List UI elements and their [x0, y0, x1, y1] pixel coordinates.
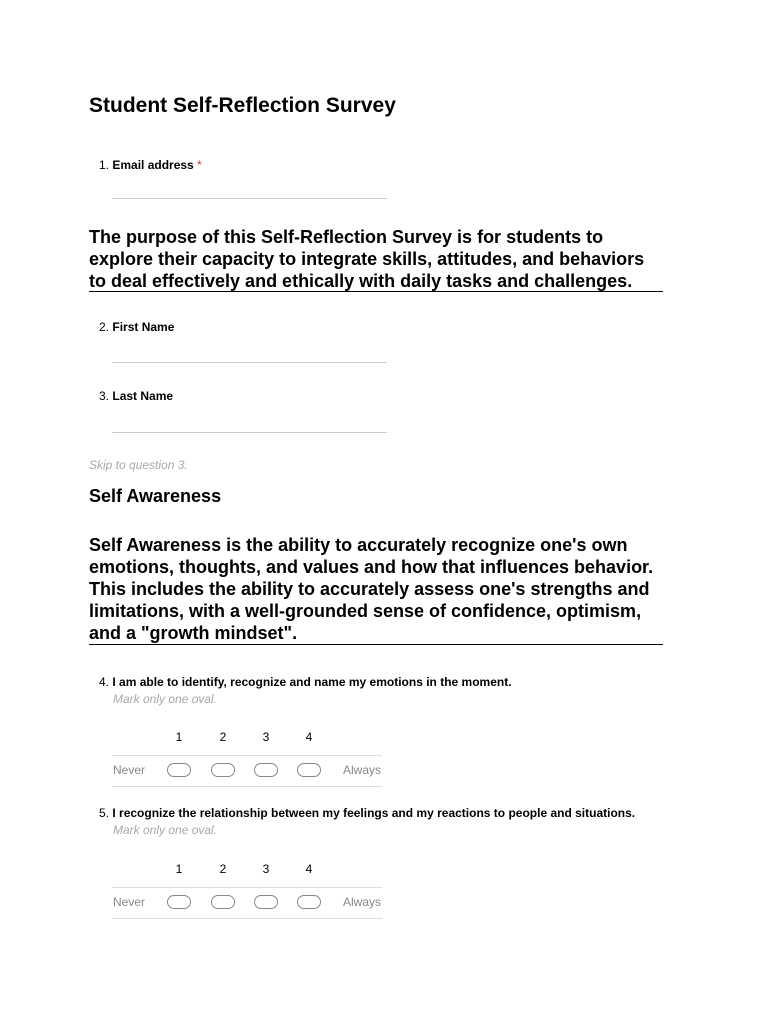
scale-radio-1[interactable]	[167, 763, 191, 777]
question-identify-emotions	[99, 675, 512, 689]
scale-divider	[112, 755, 382, 756]
required-asterisk: *	[197, 158, 202, 172]
question-hint: Mark only one oval.	[113, 692, 218, 706]
scale-option-label: 2	[219, 862, 227, 876]
last-name-field[interactable]	[112, 432, 387, 433]
section-description: Self Awareness is the ability to accurately recognize one's own emotions, thoughts, and values and how that influences behavior. This includes the ability to accurately assess one's strengths and limitations, with a well-grounded sense of confidence, optimism, and a "growth mindset".	[89, 535, 654, 643]
question-label: Email address	[112, 158, 194, 172]
question-first-name	[99, 320, 174, 334]
section-title: Self Awareness	[89, 486, 222, 506]
question-label: First Name	[112, 320, 175, 334]
scale-option-label: 4	[305, 730, 313, 744]
scale-radio-4[interactable]	[297, 763, 321, 777]
question-number: 2.	[99, 320, 110, 334]
scale-option-label: 1	[175, 730, 183, 744]
question-label: I am able to identify, recognize and name my emotions in the moment.	[112, 675, 512, 689]
scale-radio-2[interactable]	[211, 895, 235, 909]
question-number: 1.	[99, 158, 110, 172]
scale-min-label: Never	[113, 895, 146, 909]
section-divider	[89, 644, 663, 645]
scale-min-label: Never	[113, 763, 146, 777]
scale-radio-3[interactable]	[254, 895, 278, 909]
scale-divider	[112, 918, 382, 919]
scale-divider	[112, 786, 382, 787]
question-label: Last Name	[112, 389, 174, 403]
section-divider	[89, 291, 663, 292]
scale-radio-4[interactable]	[297, 895, 321, 909]
question-email	[99, 158, 202, 172]
question-number: 3.	[99, 389, 110, 403]
question-hint: Mark only one oval.	[113, 823, 218, 837]
scale-radio-3[interactable]	[254, 763, 278, 777]
form-description: The purpose of this Self-Reflection Survey is for students to explore their capacity to integrate skills, attitudes, and behaviors to deal effectively and ethically with daily tasks and challenges.	[89, 227, 645, 291]
question-label: I recognize the relationship between my feelings and my reactions to people and situations.	[112, 806, 636, 820]
question-feelings-reactions	[99, 806, 635, 820]
scale-option-label: 2	[219, 730, 227, 744]
first-name-field[interactable]	[112, 362, 387, 363]
skip-note: Skip to question 3.	[89, 458, 188, 472]
scale-option-label: 4	[305, 862, 313, 876]
email-field[interactable]	[112, 198, 387, 199]
scale-max-label: Always	[343, 895, 382, 909]
scale-divider	[112, 887, 382, 888]
question-number: 4.	[99, 675, 110, 689]
scale-max-label: Always	[343, 763, 382, 777]
scale-radio-1[interactable]	[167, 895, 191, 909]
scale-option-label: 3	[262, 862, 270, 876]
form-title: Student Self-Reflection Survey	[89, 94, 396, 117]
scale-option-label: 1	[175, 862, 183, 876]
question-last-name	[99, 389, 173, 403]
question-number: 5.	[99, 806, 110, 820]
scale-radio-2[interactable]	[211, 763, 235, 777]
scale-option-label: 3	[262, 730, 270, 744]
